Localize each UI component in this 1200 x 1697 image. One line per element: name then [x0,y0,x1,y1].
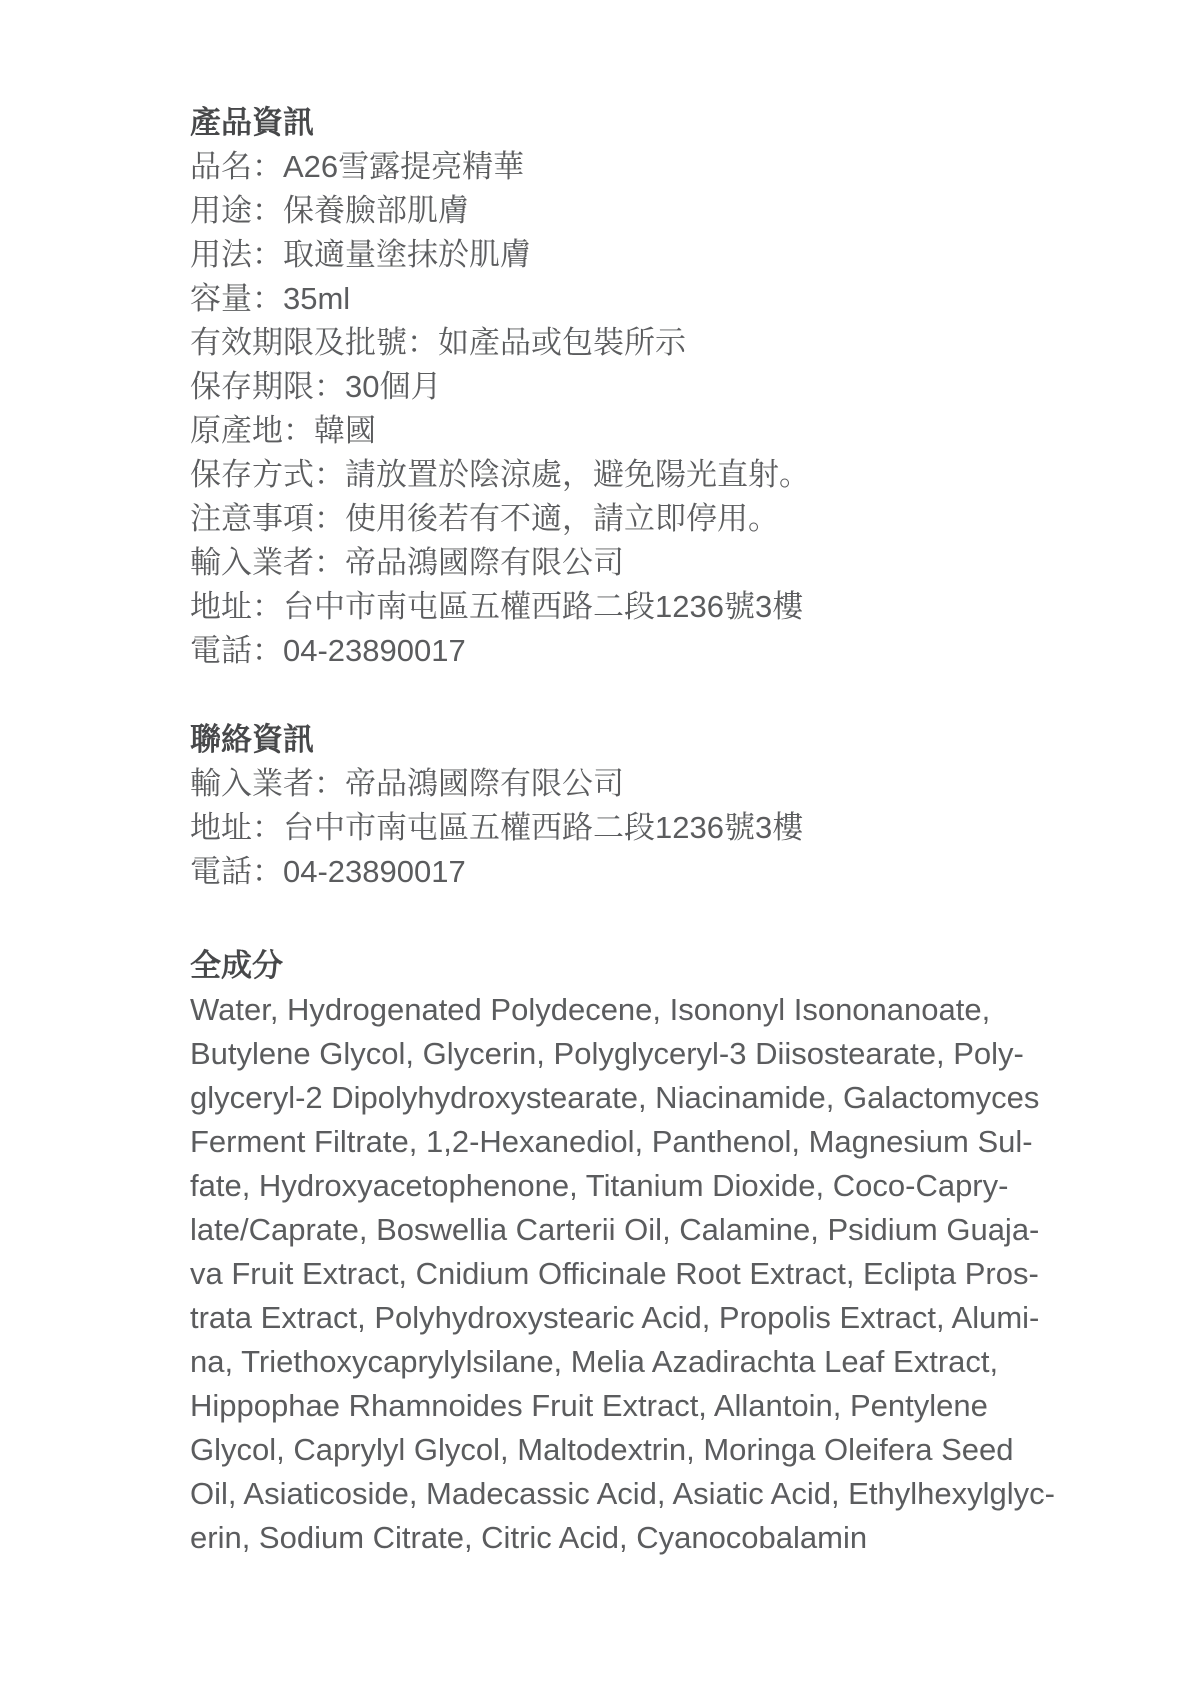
product-info-line: 原產地：韓國 [190,413,376,448]
ingredients-line: Water, Hydrogenated Polydecene, Isononyl Isononanoate, [190,992,991,1027]
ingredients-line: glyceryl-2 Dipolyhydroxystearate, Niacinamide, Galactomyces [190,1080,1040,1115]
ingredients-line: fate, Hydroxyacetophenone, Titanium Dioxide, Coco-Capry- [190,1168,1009,1203]
ingredients-line: trata Extract, Polyhydroxystearic Acid, Propolis Extract, Alumi- [190,1300,1040,1335]
ingredients-line: Ferment Filtrate, 1,2-Hexanediol, Panthenol, Magnesium Sul- [190,1124,1033,1159]
product-info-line: 用途：保養臉部肌膚 [190,193,469,228]
ingredients-line: erin, Sodium Citrate, Citric Acid, Cyanocobalamin [190,1520,868,1555]
contact-info-section [190,718,1160,894]
product-info-heading: 產品資訊 [190,105,314,140]
product-info-line: 保存方式：請放置於陰涼處，避免陽光直射。 [190,457,810,492]
product-info-line: 輸入業者：帝品鴻國際有限公司 [190,545,624,580]
product-info-line: 注意事項：使用後若有不適，請立即停用。 [190,501,779,536]
contact-info-line: 輸入業者：帝品鴻國際有限公司 [190,766,624,801]
product-info-line: 容量：35ml [190,281,351,316]
product-info-line: 地址：台中市南屯區五權西路二段1236號3樓 [190,589,804,624]
product-info-line: 電話：04-23890017 [190,633,466,668]
product-info-section [190,101,1160,673]
product-info-line: 有效期限及批號：如產品或包裝所示 [190,325,686,360]
ingredients-line: va Fruit Extract, Cnidium Officinale Root Extract, Eclipta Pros- [190,1256,1039,1291]
ingredients-line: Oil, Asiaticoside, Madecassic Acid, Asiatic Acid, Ethylhexylglyc- [190,1476,1055,1511]
ingredients-heading: 全成分 [190,948,283,983]
ingredients-line: na, Triethoxycaprylylsilane, Melia Azadirachta Leaf Extract, [190,1344,999,1379]
contact-info-heading: 聯絡資訊 [190,722,314,757]
product-info-line: 保存期限：30個月 [190,369,442,404]
ingredients-line: Butylene Glycol, Glycerin, Polyglyceryl-3 Diisostearate, Poly- [190,1036,1024,1071]
ingredients-line: Hippophae Rhamnoides Fruit Extract, Allantoin, Pentylene [190,1388,988,1423]
ingredients-section [190,944,1160,1560]
product-info-line: 品名：A26雪露提亮精華 [190,149,525,184]
ingredients-line: late/Caprate, Boswellia Carterii Oil, Calamine, Psidium Guaja- [190,1212,1040,1247]
product-info-line: 用法：取適量塗抹於肌膚 [190,237,531,272]
ingredients-line: Glycol, Caprylyl Glycol, Maltodextrin, Moringa Oleifera Seed [190,1432,1014,1467]
contact-info-line: 地址：台中市南屯區五權西路二段1236號3樓 [190,810,804,845]
contact-info-line: 電話：04-23890017 [190,854,466,889]
